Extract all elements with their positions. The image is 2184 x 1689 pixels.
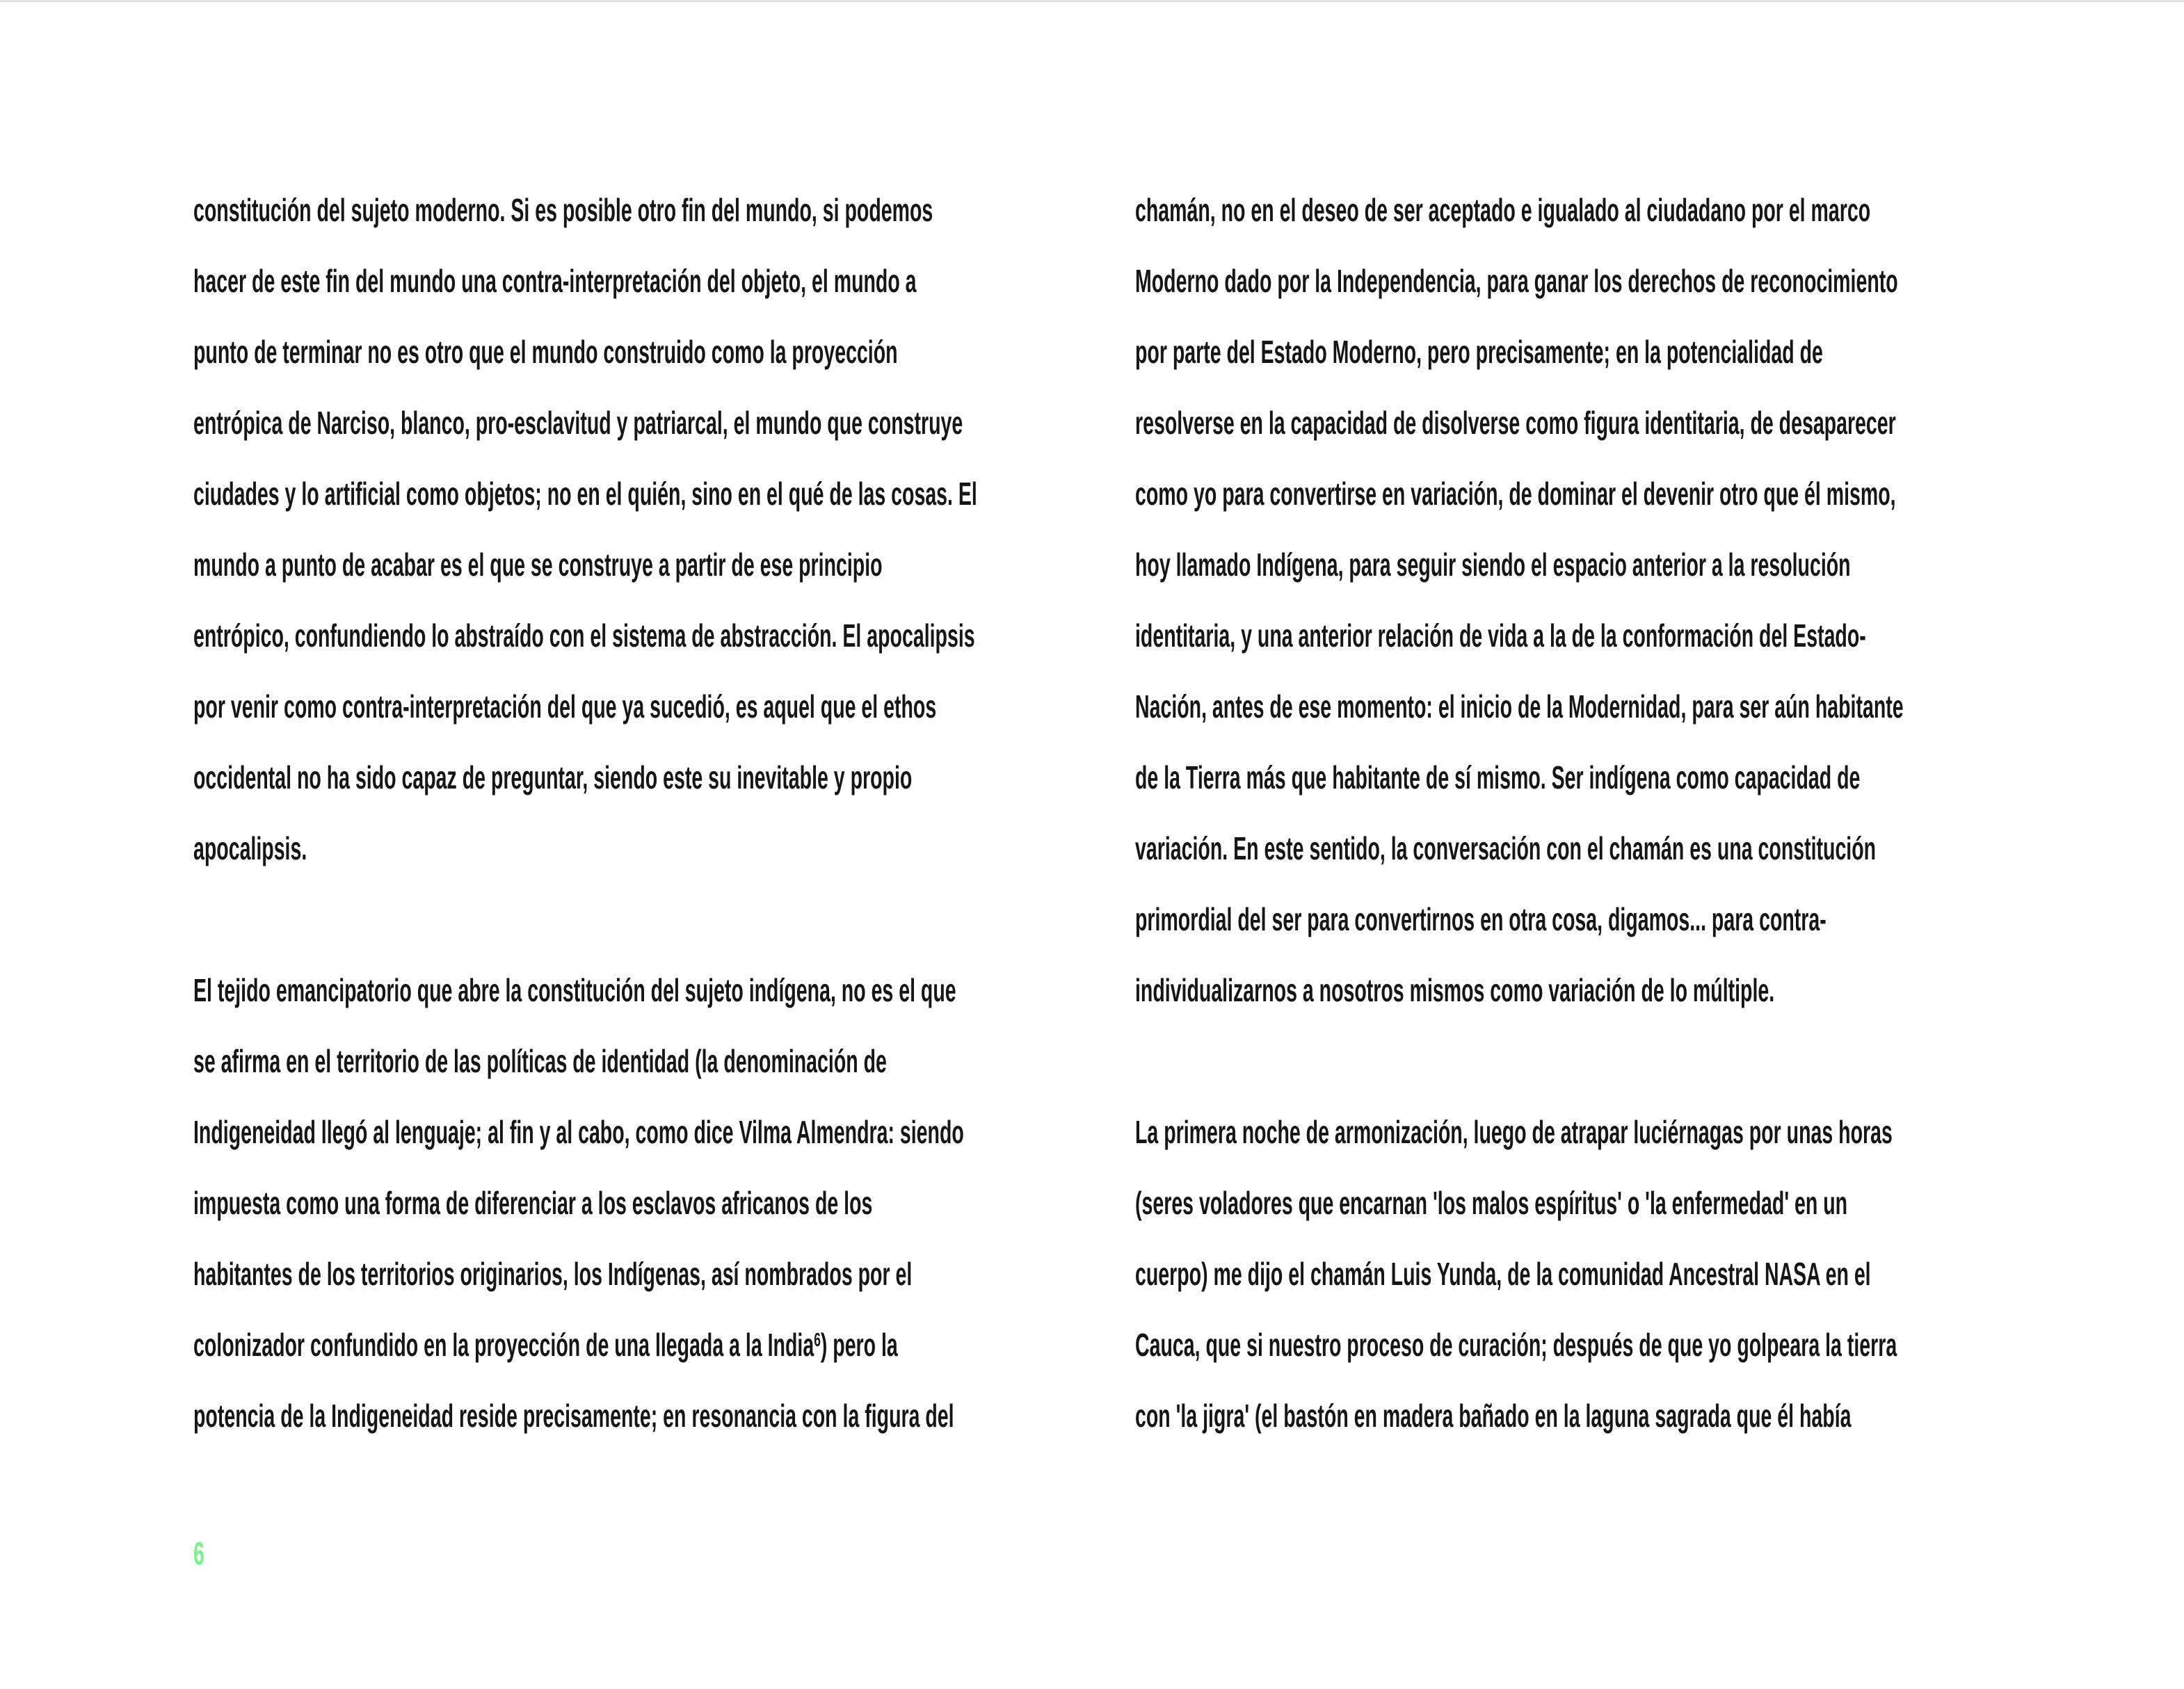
paragraph-gap	[193, 898, 1063, 969]
text-line: El tejido emancipatorio que abre la constitución del sujeto indígena, no es el que	[193, 972, 956, 1008]
right-paragraph-1	[1135, 189, 2005, 1040]
text-line-with-footnote	[193, 1324, 898, 1395]
text-line: La primera noche de armonización, luego de atrapar luciérnagas por unas horas	[1135, 1114, 1893, 1150]
text-line: hoy llamado Indígena, para seguir siendo el espacio anterior a la resolución	[1135, 547, 1851, 583]
left-paragraph-1	[193, 189, 1063, 898]
left-column	[193, 189, 1063, 1466]
text-line: de la Tierra más que habitante de sí mismo. Ser indígena como capacidad de	[1135, 759, 1861, 795]
text-line: por venir como contra-interpretación del que ya sucedió, es aquel que el ethos	[193, 688, 937, 725]
text-line: Moderno dado por la Independencia, para ganar los derechos de reconocimiento	[1135, 263, 1898, 299]
text-line: se afirma en el territorio de las políticas de identidad (la denominación de	[193, 1043, 887, 1079]
right-column	[1135, 189, 2005, 1466]
text-line: variación. En este sentido, la conversación con el chamán es una constitución	[1135, 830, 1877, 866]
text-line: con 'la jigra' (el bastón en madera bañado en la laguna sagrada que él había	[1135, 1398, 1852, 1434]
text-line: constitución del sujeto moderno. Si es posible otro fin del mundo, si podemos	[193, 192, 933, 228]
text-line: Cauca, que si nuestro proceso de curación; después de que yo golpeara la tierra	[1135, 1327, 1897, 1363]
text-line: Indigeneidad llegó al lenguaje; al fin y al cabo, como dice Vilma Almendra: siendo	[193, 1114, 964, 1150]
text-line: occidental no ha sido capaz de preguntar, siendo este su inevitable y propio	[193, 759, 913, 795]
top-border	[0, 0, 2184, 2]
paragraph-gap	[1135, 1040, 2005, 1111]
text-segment: ) pero la	[820, 1327, 898, 1363]
text-line: impuesta como una forma de diferenciar a los esclavos africanos de los	[193, 1185, 873, 1221]
text-line: individualizarnos a nosotros mismos como variación de lo múltiple.	[1135, 972, 1775, 1008]
text-line: ciudades y lo artificial como objetos; no en el quién, sino en el qué de las cosas. El	[193, 476, 977, 512]
text-segment: colonizador confundido en la proyección de una llegada a la India	[193, 1327, 814, 1363]
text-line: resolverse en la capacidad de disolverse como figura identitaria, de desaparecer	[1135, 405, 1896, 441]
text-line: primordial del ser para convertirnos en otra cosa, digamos... para contra-	[1135, 901, 1826, 937]
text-line: entrópico, confundiendo lo abstraído con el sistema de abstracción. El apocalipsis	[193, 617, 975, 654]
text-line: apocalipsis.	[193, 830, 307, 866]
text-line: mundo a punto de acabar es el que se construye a partir de ese principio	[193, 547, 883, 583]
text-line: Nación, antes de ese momento: el inicio de la Modernidad, para ser aún habitante	[1135, 688, 1904, 725]
text-line: chamán, no en el deseo de ser aceptado e igualado al ciudadano por el marco	[1135, 192, 1871, 228]
text-line: punto de terminar no es otro que el mundo construido como la proyección	[193, 334, 898, 370]
text-line: potencia de la Indigeneidad reside precisamente; en resonancia con la figura del	[193, 1398, 954, 1434]
text-line: entrópica de Narciso, blanco, pro-esclavitud y patriarcal, el mundo que construye	[193, 405, 963, 441]
text-line: (seres voladores que encarnan 'los malos espíritus' o 'la enfermedad' en un	[1135, 1185, 1848, 1221]
text-line: identitaria, y una anterior relación de vida a la de la conformación del Estado-	[1135, 617, 1866, 654]
text-line: hacer de este fin del mundo una contra-interpretación del objeto, el mundo a	[193, 263, 917, 299]
text-line: habitantes de los territorios originarios, los Indígenas, así nombrados por el	[193, 1256, 913, 1292]
text-line: cuerpo) me dijo el chamán Luis Yunda, de la comunidad Ancestral NASA en el	[1135, 1256, 1871, 1292]
text-line: como yo para convertirse en variación, de dominar el devenir otro que él mismo,	[1135, 476, 1896, 512]
right-paragraph-2	[1135, 1111, 2005, 1466]
page-number: 6	[193, 1535, 204, 1571]
left-paragraph-2	[193, 969, 1063, 1466]
text-line: por parte del Estado Moderno, pero precisamente; en la potencialidad de	[1135, 334, 1823, 370]
footnote-reference[interactable]: 6	[814, 1329, 821, 1350]
